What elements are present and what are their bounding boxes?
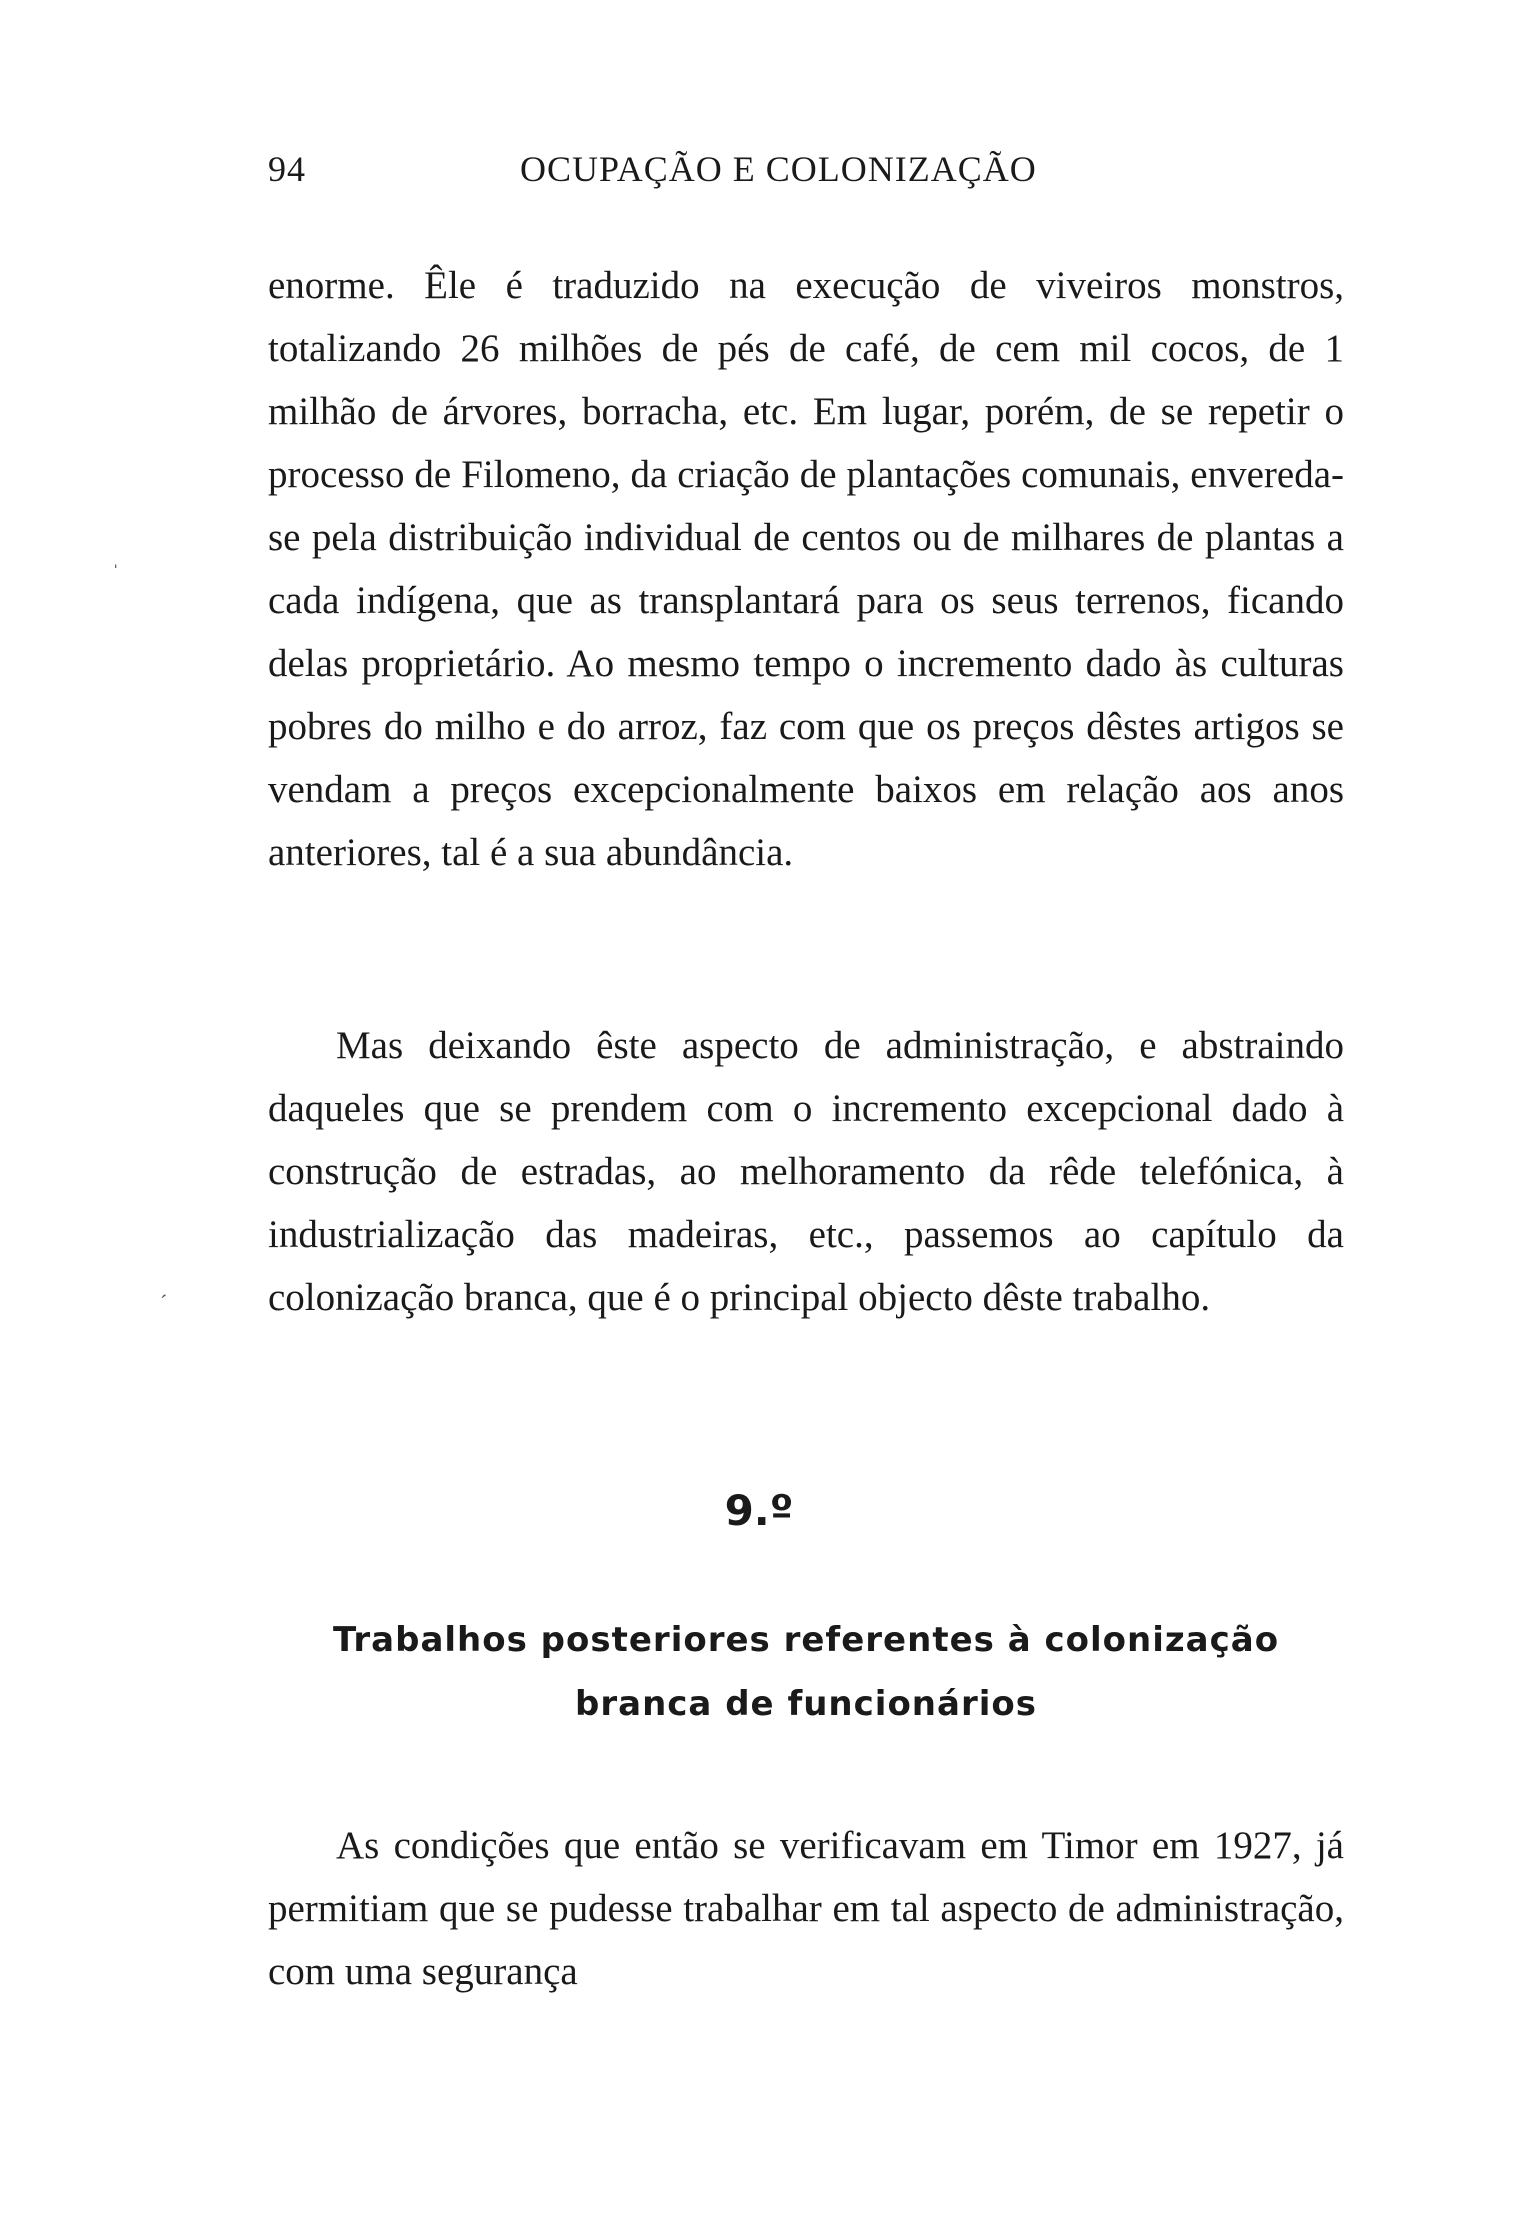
page-header [268,148,1098,208]
section-number: 9.º [724,1486,794,1535]
running-title: OCUPAÇÃO E COLONIZAÇÃO [520,149,1037,189]
margin-speck-mark: ˊ [160,1290,168,1315]
paragraph-2: Mas deixando êste aspecto de administração, e abstraindo daqueles que se prendem com o incremento excepcional dado à construção de estradas, ao melhoramento da rêde telefónica, à industrialização das madeiras, etc., passemos ao capítulo da colonização branca, que é o principal objecto dêste trabalho. [268,1024,1344,1319]
page-number: 94 [268,149,306,189]
section-title: Trabalhos posteriores referentes à colonização branca de funcionários [332,1620,1280,1724]
paragraph-3: As condições que então se verificavam em Timor em 1927, já permitiam que se pudesse trabalhar em tal aspecto de administração, com uma segurança [268,1824,1344,1993]
paragraph-1: enorme. Êle é traduzido na execução de viveiros monstros, totalizando 26 milhões de pés de café, de cem mil cocos, de 1 milhão de árvores, borracha, etc. Em lugar, porém, de se repetir o processo de Filomeno, da criação de plantações comunais, envereda-se pela distribuição individual de centos ou de milhares de plantas a cada indígena, que as transplantará para os seus terrenos, ficando delas proprietário. Ao mesmo tempo o incremento dado às culturas pobres do milho e do arroz, faz com que os preços dêstes artigos se vendam a preços excepcionalmente baixos em relação aos anos anteriores, tal é a sua abundância. [268,264,1344,874]
margin-speck-mark: ˈ [112,560,120,585]
